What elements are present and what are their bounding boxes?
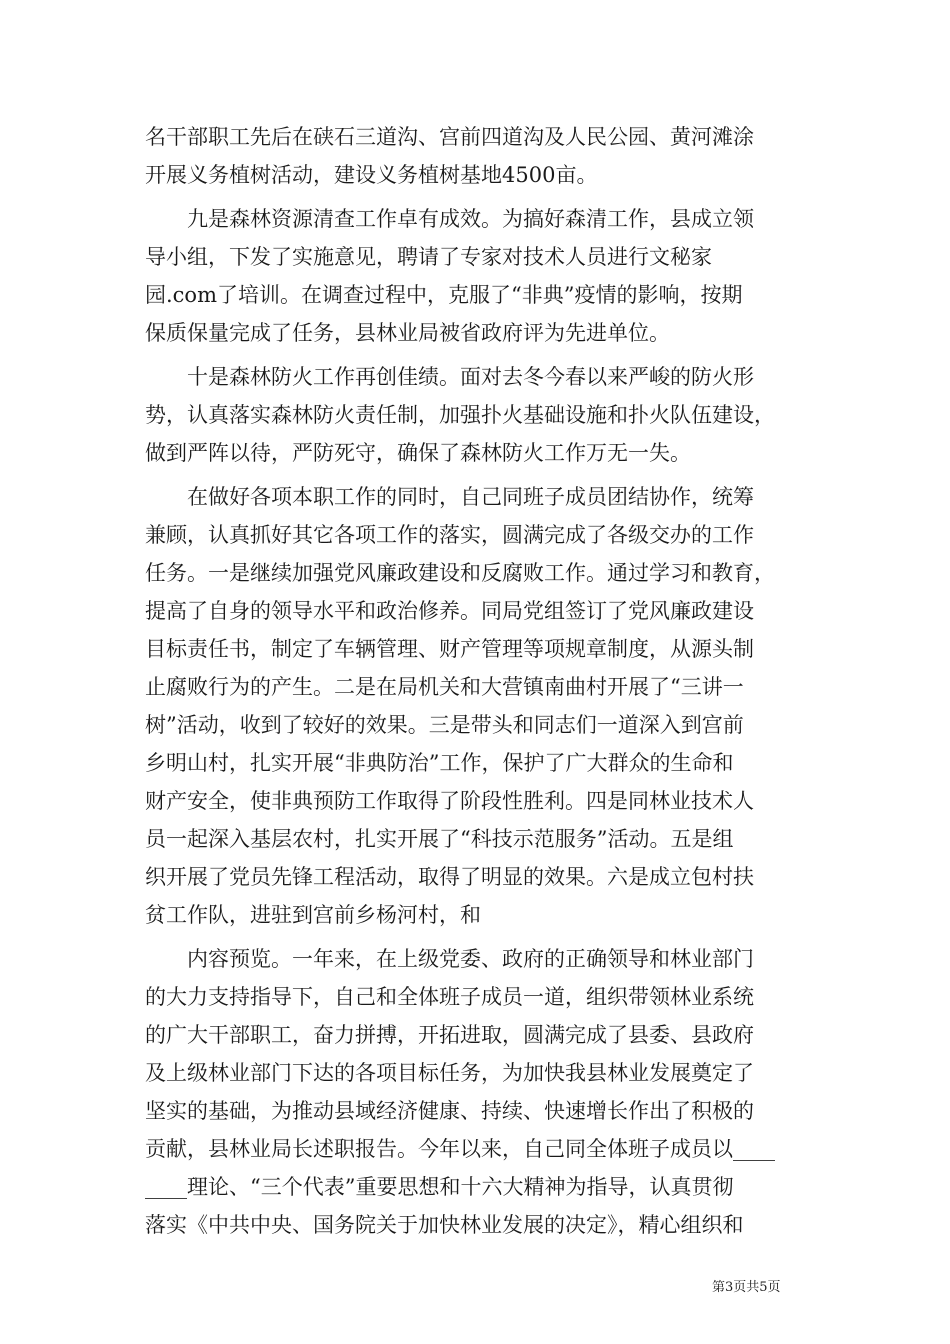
text-line: 导小组，下发了实施意见，聘请了专家对技术人员进行文秘家 xyxy=(145,245,712,269)
text-line: 员一起深入基层农村，扎实开展了“科技示范服务”活动。五是组 xyxy=(145,827,734,851)
text-line: ____理论、“三个代表”重要思想和十六大精神为指导，认真贯彻 xyxy=(145,1175,734,1199)
page-number: 第3页共5页 xyxy=(712,1280,781,1295)
text-line: 贡献，县林业局长述职报告。今年以来，自己同全体班子成员以____ xyxy=(145,1137,775,1161)
text-line: 财产安全，使非典预防工作取得了阶段性胜利。四是同林业技术人 xyxy=(145,789,754,813)
text-line: 坚实的基础，为推动县域经济健康、持续、快速增长作出了积极的 xyxy=(145,1099,754,1123)
text-line: 开展义务植树活动，建设义务植树基地4500亩。 xyxy=(145,163,598,187)
text-line: 九是森林资源清查工作卓有成效。为搞好森清工作，县成立领 xyxy=(187,207,754,231)
text-line: 势，认真落实森林防火责任制，加强扑火基础设施和扑火队伍建设， xyxy=(145,403,775,427)
text-line: 名干部职工先后在硖石三道沟、宫前四道沟及人民公园、黄河滩涂 xyxy=(145,125,754,149)
text-line: 提高了自身的领导水平和政治修养。同局党组签订了党风廉政建设 xyxy=(145,599,754,623)
text-line: 任务。一是继续加强党风廉政建设和反腐败工作。通过学习和教育， xyxy=(145,561,775,585)
paragraph-continued xyxy=(145,118,825,194)
text-line: 的大力支持指导下，自己和全体班子成员一道，组织带领林业系统 xyxy=(145,985,754,1009)
paragraph-forest-survey xyxy=(145,200,825,352)
text-line: 贫工作队，进驻到宫前乡杨河村，和 xyxy=(145,903,481,927)
text-line: 保质保量完成了任务，县林业局被省政府评为先进单位。 xyxy=(145,321,670,345)
text-line: 树”活动，收到了较好的效果。三是带头和同志们一道深入到宫前 xyxy=(145,713,744,737)
text-line: 目标责任书，制定了车辆管理、财产管理等项规章制度，从源头制 xyxy=(145,637,754,661)
text-line: 及上级林业部门下达的各项目标任务，为加快我县林业发展奠定了 xyxy=(145,1061,754,1085)
paragraph-preview xyxy=(145,940,825,1244)
text-line: 的广大干部职工，奋力拼搏，开拓进取，圆满完成了县委、县政府 xyxy=(145,1023,754,1047)
text-line: 织开展了党员先锋工程活动，取得了明显的效果。六是成立包村扶 xyxy=(145,865,754,889)
paragraph-other-work xyxy=(145,478,825,934)
text-line: 止腐败行为的产生。二是在局机关和大营镇南曲村开展了“三讲一 xyxy=(145,675,744,699)
paragraph-fire-prevention xyxy=(145,358,825,472)
text-line: 内容预览。一年来，在上级党委、政府的正确领导和林业部门 xyxy=(187,947,754,971)
text-line: 园.com了培训。在调查过程中，克服了“非典”疫情的影响，按期 xyxy=(145,283,743,307)
text-line: 乡明山村，扎实开展“非典防治”工作，保护了广大群众的生命和 xyxy=(145,751,734,775)
document-body xyxy=(145,118,825,1244)
text-line: 十是森林防火工作再创佳绩。面对去冬今春以来严峻的防火形 xyxy=(187,365,754,389)
text-line: 做到严阵以待，严防死守，确保了森林防火工作万无一失。 xyxy=(145,441,691,465)
text-line: 落实《中共中央、国务院关于加快林业发展的决定》，精心组织和 xyxy=(145,1213,744,1237)
text-line: 在做好各项本职工作的同时，自己同班子成员团结协作，统筹 xyxy=(187,485,754,509)
text-line: 兼顾，认真抓好其它各项工作的落实，圆满完成了各级交办的工作 xyxy=(145,523,754,547)
